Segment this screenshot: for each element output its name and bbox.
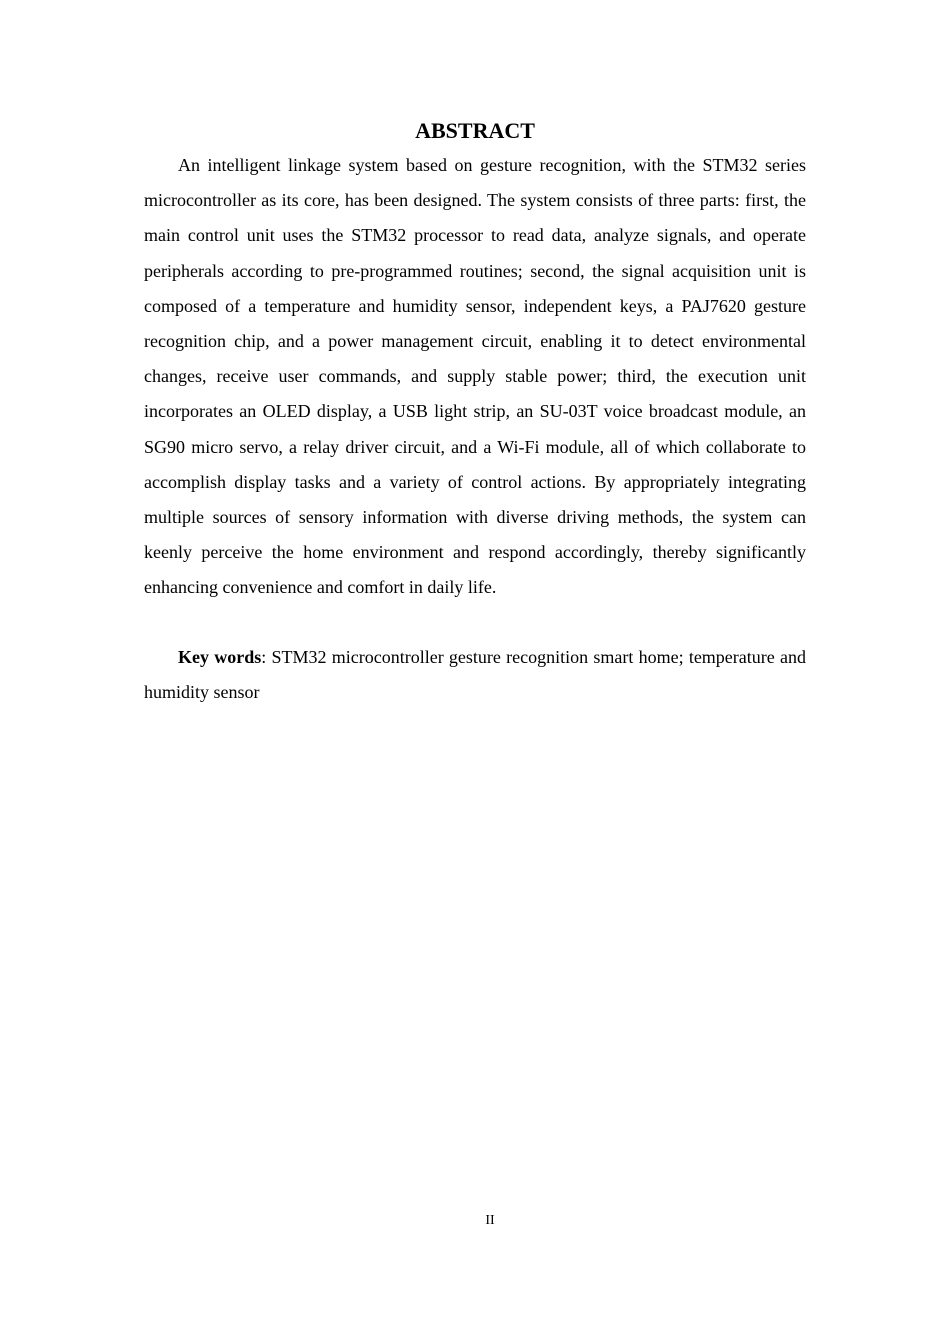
keywords-text: STM32 microcontroller gesture recognition smart home; temperature and humidity sensor	[144, 647, 806, 703]
keywords-paragraph	[144, 640, 806, 710]
keywords-separator: :	[261, 647, 272, 667]
keywords-label: Key words	[178, 647, 262, 667]
page-number: II	[485, 1213, 495, 1228]
abstract-paragraph: An intelligent linkage system based on gesture recognition, with the STM32 series microcontroller as its core, has been designed. The system consists of three parts: first, the main control unit uses the STM32 processor to read data, analyze signals, and operate peripherals according to pre-programmed routines; second, the signal acquisition unit is composed of a temperature and humidity sensor, independent keys, a PAJ7620 gesture recognition chip, and a power management circuit, enabling it to detect environmental changes, receive user commands, and supply stable power; third, the execution unit incorporates an OLED display, a USB light strip, an SU-03T voice broadcast module, an SG90 micro servo, a relay driver circuit, and a Wi-Fi module, all of which collaborate to accomplish display tasks and a variety of control actions. By appropriately integrating multiple sources of sensory information with diverse driving methods, the system can keenly perceive the home environment and respond accordingly, thereby significantly enhancing convenience and comfort in daily life.	[144, 155, 806, 598]
abstract-title: ABSTRACT	[415, 118, 535, 143]
